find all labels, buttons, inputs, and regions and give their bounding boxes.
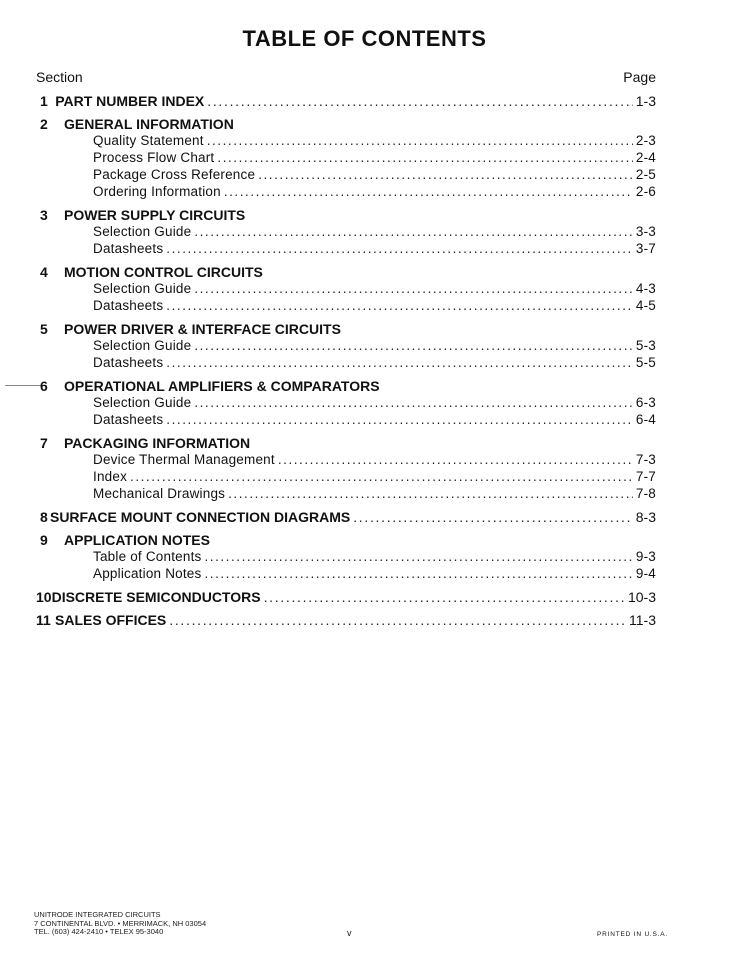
section-number: 7 [40,435,48,451]
toc-section-4 [36,264,656,281]
toc-section-6 [36,378,656,395]
toc-entry [36,412,656,429]
dot-leader [204,566,632,581]
entry-page: 3-3 [635,224,656,239]
footer-street: 7 CONTINENTAL BLVD. • MERRIMACK, NH 03054 [34,918,207,928]
entry-page: 2-4 [635,150,656,165]
section-number: 8 [40,509,48,525]
section-number: 9 [40,532,48,548]
section-page: 10-3 [627,589,656,605]
section-number: 11 [36,612,51,628]
toc-entry [36,133,656,150]
entry-title: Package Cross Reference [93,167,256,182]
dot-leader [166,355,633,370]
entry-title: Device Thermal Management [93,452,275,467]
section-number: 3 [40,207,48,223]
entry-page: 5-5 [635,355,656,370]
dot-leader [258,167,633,182]
toc-entry [36,281,656,298]
footer-company: UNITRODE INTEGRATED CIRCUITS [34,910,161,919]
section-title: PACKAGING INFORMATION [64,435,251,451]
dot-leader [194,281,633,296]
entry-page: 5-3 [635,338,656,353]
toc-entry [36,338,656,355]
toc-entry [36,566,656,583]
section-title: POWER SUPPLY CIRCUITS [64,207,246,223]
toc-entry [36,224,656,241]
toc-section-2 [36,116,656,133]
toc-list [36,93,656,629]
footer-address [34,911,206,937]
toc-section-9 [36,532,656,549]
dot-leader [204,549,632,564]
section-title: APPLICATION NOTES [64,532,210,548]
entry-title: Application Notes [93,566,202,581]
toc-entry [36,395,656,412]
entry-title: Process Flow Chart [93,150,215,165]
toc-entry [36,241,656,258]
entry-title: Index [93,469,128,484]
toc-section-1 [36,93,656,110]
dot-leader [207,133,633,148]
page-number: v [347,928,352,938]
toc-section-5 [36,321,656,338]
printed-notice: PRINTED IN U.S.A. [597,931,669,938]
section-page: 1-3 [635,93,656,109]
dot-leader [278,452,633,467]
entry-title: Mechanical Drawings [93,486,226,501]
entry-title: Datasheets [93,355,164,370]
dot-leader [228,486,633,501]
toc-entry [36,452,656,469]
section-title: POWER DRIVER & INTERFACE CIRCUITS [64,321,341,337]
entry-page: 2-5 [635,167,656,182]
section-title: PART NUMBER INDEX [55,93,205,109]
dot-leader [224,184,633,199]
entry-page: 6-4 [635,412,656,427]
section-number: 2 [40,116,48,132]
page-column-header: Page [623,69,656,85]
toc-entry [36,184,656,201]
entry-title: Selection Guide [93,281,192,296]
dot-leader [353,509,633,525]
dot-leader [264,589,625,605]
section-title: SALES OFFICES [55,612,167,628]
entry-title: Datasheets [93,412,164,427]
section-number: 10 [36,589,52,605]
section-column-header: Section [36,69,83,85]
entry-page: 3-7 [635,241,656,256]
entry-title: Selection Guide [93,338,192,353]
entry-page: 4-5 [635,298,656,313]
entry-title: Datasheets [93,241,164,256]
toc-section-8 [36,509,656,526]
section-number: 1 [40,93,48,109]
dot-leader [166,298,633,313]
toc-section-7 [36,435,656,452]
entry-title: Ordering Information [93,184,221,199]
dot-leader [194,338,633,353]
entry-page: 6-3 [635,395,656,410]
section-title: OPERATIONAL AMPLIFIERS & COMPARATORS [64,378,380,394]
dot-leader [194,395,633,410]
toc-entry [36,469,656,486]
section-title: DISCRETE SEMICONDUCTORS [51,589,261,605]
section-page: 11-3 [629,612,656,628]
entry-page: 4-3 [635,281,656,296]
dot-leader [169,612,626,628]
dot-leader [217,150,632,165]
entry-page: 7-7 [635,469,656,484]
toc-section-3 [36,207,656,224]
dot-leader [207,93,633,109]
entry-title: Selection Guide [93,395,192,410]
toc-section-11 [36,612,656,629]
toc-entry [36,549,656,566]
entry-page: 9-3 [635,549,656,564]
entry-page: 2-6 [635,184,656,199]
section-number: 5 [40,321,48,337]
section-number: 4 [40,264,48,280]
entry-title: Selection Guide [93,224,192,239]
section-title: MOTION CONTROL CIRCUITS [64,264,263,280]
toc-entry [36,486,656,503]
toc-entry [36,298,656,315]
toc-entry [36,355,656,372]
section-title: SURFACE MOUNT CONNECTION DIAGRAMS [49,509,351,525]
section-title: GENERAL INFORMATION [64,116,234,132]
entry-page: 9-4 [635,566,656,581]
toc-section-10 [36,589,656,606]
dot-leader [166,241,633,256]
entry-page: 7-3 [635,452,656,467]
section-page: 8-3 [635,509,656,525]
entry-title: Table of Contents [93,549,202,564]
entry-page: 2-3 [635,133,656,148]
toc-entry [36,167,656,184]
toc-entry [36,150,656,167]
footer-phone: TEL. (603) 424-2410 • TELEX 95-3040 [34,927,164,936]
dot-leader [130,469,633,484]
entry-page: 7-8 [635,486,656,501]
dot-leader [166,412,633,427]
page-title: TABLE OF CONTENTS [242,26,487,51]
entry-title: Datasheets [93,298,164,313]
dot-leader [194,224,633,239]
entry-title: Quality Statement [93,133,204,148]
section-number: 6 [40,378,48,394]
